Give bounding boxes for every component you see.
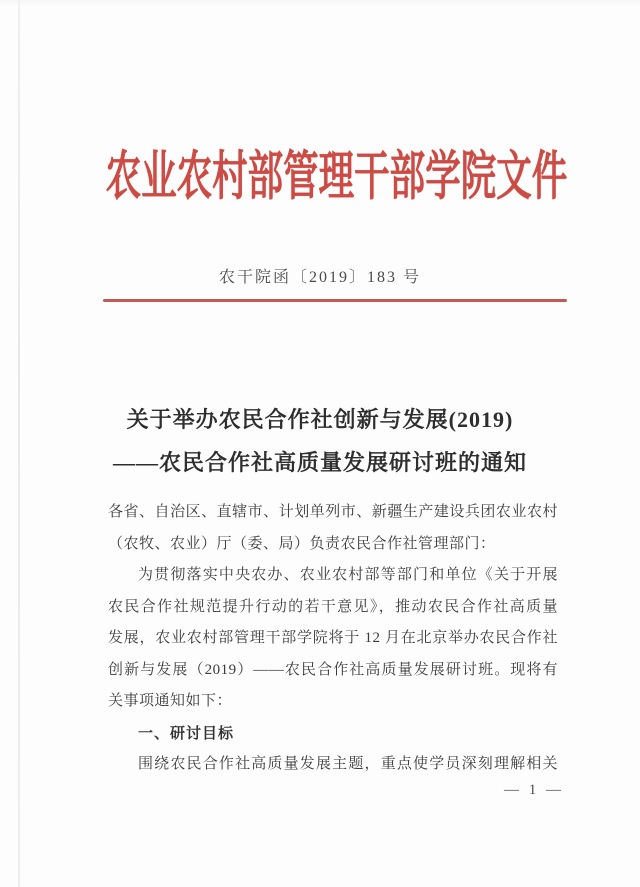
notice-title-line2: ——农民合作社高质量发展研讨班的通知	[112, 450, 527, 475]
salutation-line: （农牧、农业）厅（委、局）负责农民合作社管理部门：	[108, 535, 496, 552]
paragraph-line: 发展，农业农村部管理干部学院将于 12 月在北京举办农民合作社	[108, 630, 558, 646]
letterhead-divider-rule	[103, 299, 567, 302]
page-number: — 1 —	[504, 782, 564, 798]
notice-title-line1: 关于举办农民合作社创新与发展(2019)	[126, 407, 514, 432]
paragraph-line: 创新与发展（2019）——农民合作社高质量发展研讨班。现将有	[108, 661, 558, 678]
document-body	[108, 497, 558, 781]
paragraph-line: 农民合作社规范提升行动的若干意见》，推动农民合作社高质量	[108, 598, 558, 615]
notice-title	[0, 398, 640, 484]
paragraph-line: 为贯彻落实中央农办、农业农村部等部门和单位《关于开展	[138, 567, 558, 583]
letterhead-title: 农业农村部管理干部学院文件	[105, 148, 568, 206]
paragraph-line: 围绕农民合作社高质量发展主题，重点使学员深刻理解相关	[138, 756, 558, 772]
document-reference-number: 农干院函〔2019〕183 号	[218, 269, 421, 286]
salutation-line: 各省、自治区、直辖市、计划单列市、新疆生产建设兵团农业农村	[108, 504, 558, 520]
section-heading: 一、研讨目标	[138, 724, 235, 742]
paragraph-line: 关事项通知如下：	[108, 693, 233, 709]
scan-top-shade	[0, 0, 640, 6]
